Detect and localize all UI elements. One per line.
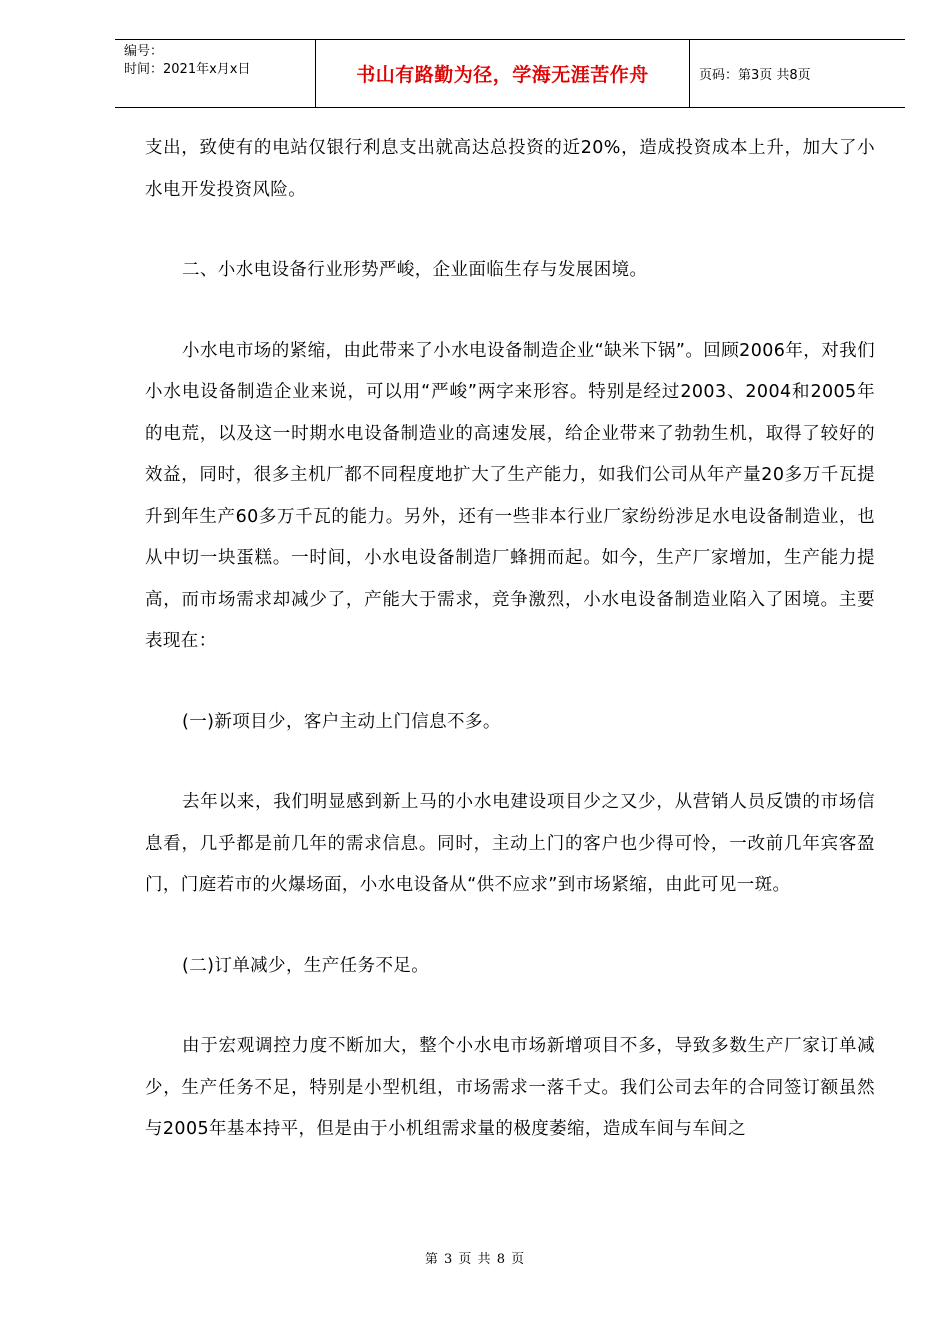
paragraph-market-tightening: 小水电市场的紧缩，由此带来了小水电设备制造企业“缺米下锅”。回顾2006年，对我们小水电设备制造企业来说，可以用“严峻”两字来形容。特别是经过2003、2004和2005年的电荒，以及这一时期水电设备制造业的高速发展，给企业带来了勃勃生机，取得了较好的效益，同时，很多主机厂都不同程度地扩大了生产能力，如我们公司从年产量20多万千瓦提升到年生产60多万千瓦的能力。另外，还有一些非本行业厂家纷纷涉足水电设备制造业，也从中切一块蛋糕。一时间，小水电设备制造厂蜂拥而起。如今，生产厂家增加，生产能力提高，而市场需求却减少了，产能大于需求，竞争激烈，小水电设备制造业陷入了困境。主要表现在： — [145, 340, 875, 651]
subheading-2: (二)订单减少，生产任务不足。 — [182, 955, 430, 976]
paragraph-orders-decline: 由于宏观调控力度不断加大，整个小水电市场新增项目不多，导致多数生产厂家订单减少，生产任务不足，特别是小型机组，市场需求一落千丈。我们公司去年的合同签订额虽然与2005年基本持平，但是由于小机组需求量的极度萎缩，造成车间与车间之 — [145, 1036, 875, 1139]
paragraph-spacer — [145, 743, 875, 782]
paragraph-spacer — [145, 211, 875, 250]
paragraph-continuation: 支出，致使有的电站仅银行利息支出就高达总投资的近20%，造成投资成本上升，加大了小水电开发投资风险。 — [145, 138, 875, 200]
paragraph-spacer — [145, 907, 875, 946]
document-body — [145, 128, 875, 1151]
paragraph-spacer — [145, 987, 875, 1026]
paragraph-few-projects: 去年以来，我们明显感到新上马的小水电建设项目少之又少，从营销人员反馈的市场信息看，几乎都是前几年的需求信息。同时，主动上门的客户也少得可怜，一改前几年宾客盈门，门庭若市的火爆场面，小水电设备从“供不应求”到市场紧缩，由此可见一斑。 — [145, 792, 875, 895]
page-footer: 第 3 页 共 8 页 — [424, 1252, 526, 1267]
paragraph-spacer — [145, 292, 875, 331]
header-motto: 书山有路勤为径，学海无涯苦作舟 — [316, 40, 690, 107]
header-meta-cell — [115, 40, 316, 107]
page-header — [115, 39, 905, 108]
document-time-label: 时间：2021年x月x日 — [124, 62, 251, 77]
subheading-1: (一)新项目少，客户主动上门信息不多。 — [182, 711, 501, 732]
document-number-label: 编号： — [124, 44, 164, 59]
section-heading-2: 二、小水电设备行业形势严峻，企业面临生存与发展困境。 — [182, 260, 648, 280]
paragraph-spacer — [145, 663, 875, 702]
header-page-indicator: 页码：第3页 共8页 — [699, 68, 811, 83]
